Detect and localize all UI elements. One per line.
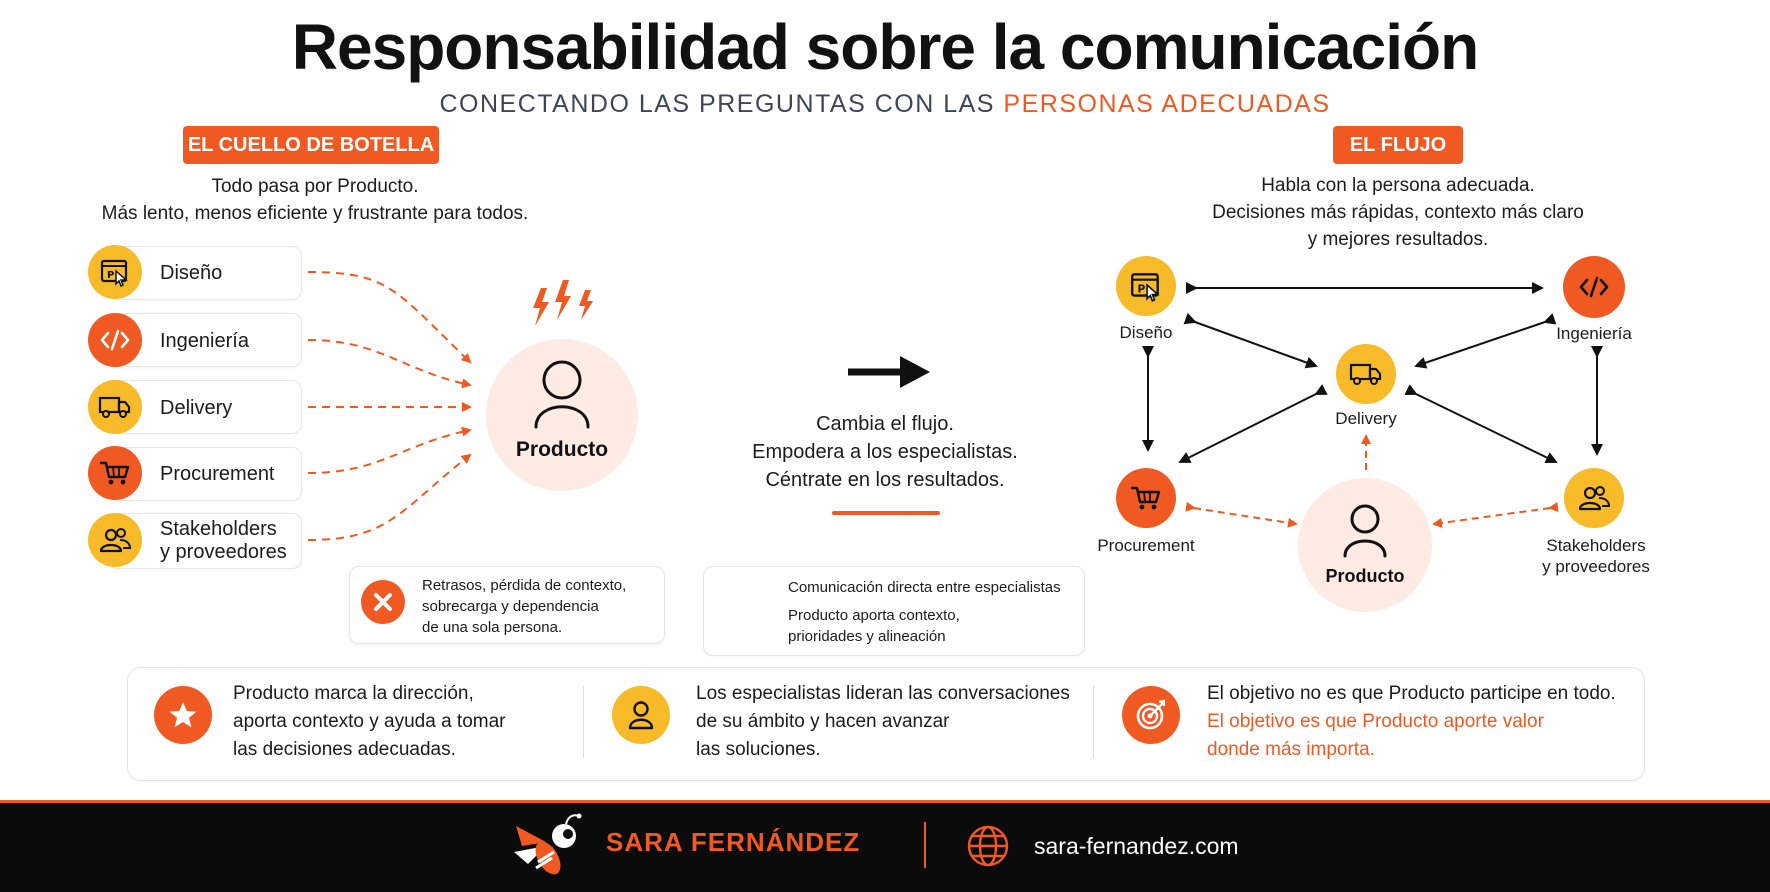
svg-text:P: P [1137,282,1146,296]
flow-node-delivery-label: Delivery [1335,409,1397,428]
spark-icon [533,280,593,326]
flow-node-ingenieria-label: Ingeniería [1556,324,1632,343]
flow-node-producto [1298,478,1432,612]
summary-col3-text [1207,680,1616,764]
left-item-ingenieria-label: Ingeniería [160,330,249,352]
bottleneck-tag: EL CUELLO DE BOTELLA [183,126,439,164]
subtitle-highlight: PERSONAS ADECUADAS [1003,90,1331,118]
footer-website-link[interactable]: sara-fernandez.com [1034,833,1239,859]
summary-col2-line3: las soluciones. [696,739,821,760]
flow-node-procurement-label: Procurement [1097,536,1195,555]
summary-col1-line2: aporta contexto y ayuda a tomar [233,711,506,732]
globe-icon [966,824,1010,868]
bottleneck-desc-line2: Más lento, menos eficiente y frustrante para todos. [101,203,529,224]
legend-dashed-line2: prioridades y alineación [788,628,946,645]
flow-desc-line3: y mejores resultados. [1307,229,1489,250]
legend-dashed-line1: Producto aporta contexto, [788,607,960,624]
flow-node-stakeholders-label [1524,535,1668,577]
footer-author-name: SARA FERNÁNDEZ [606,827,861,857]
bee-logo-icon [508,806,592,882]
flow-stakeholders-line2: y proveedores [1542,557,1650,576]
flow-stakeholders-line1: Stakeholders [1546,536,1646,555]
left-item-procurement-label: Procurement [160,463,275,485]
flow-node-delivery-icon [1336,344,1396,404]
problem-line3: de una sola persona. [422,619,563,636]
footer [0,800,1770,892]
flow-desc-line1: Habla con la persona adecuada. [1261,175,1535,196]
close-icon [361,580,405,624]
summary-col3-line2: El objetivo es que Producto aporte valor [1207,711,1544,732]
product-hub-label: Producto [515,438,609,461]
summary-divider-2 [1093,686,1094,758]
flow-node-producto-label: Producto [1325,566,1405,586]
flow-node-stakeholders-icon [1564,468,1624,528]
stakeholders-label-line2: y proveedores [160,541,287,563]
flow-person-icon [1335,500,1395,564]
user-icon [612,686,670,744]
transform-arrow-icon [848,356,930,388]
summary-col2-text [696,680,1070,764]
legend-dashed-label [788,605,960,647]
page-title: Responsabilidad sobre la comunicación [291,11,1479,83]
subtitle-text: CONECTANDO LAS PREGUNTAS CON LAS [439,90,995,118]
middle-line1: Cambia el flujo. [816,413,954,435]
summary-divider-1 [583,686,584,758]
left-item-diseno-label: Diseño [160,262,223,284]
summary-col1-line1: Producto marca la dirección, [233,683,474,704]
star-icon [154,686,212,744]
middle-line2: Empodera a los especialistas. [752,441,1018,463]
left-item-delivery-label: Delivery [160,397,233,419]
problem-text [422,575,626,638]
summary-col1-text [233,680,506,764]
summary-col3-line3: donde más importa. [1207,739,1375,760]
bottleneck-desc-line1: Todo pasa por Producto. [211,176,419,197]
flow-node-procurement-icon [1116,468,1176,528]
flow-desc-line2: Decisiones más rápidas, contexto más claro [1212,202,1584,223]
summary-col3-line1: El objetivo no es que Producto participe en todo. [1207,683,1616,704]
problem-line1: Retrasos, pérdida de contexto, [422,577,627,594]
flow-tag: EL FLUJO [1333,126,1463,164]
footer-divider [924,822,926,868]
stakeholders-label-line1: Stakeholders [160,518,277,540]
problem-line2: sobrecarga y dependencia [422,598,599,615]
summary-col1-line3: las decisiones adecuadas. [233,739,456,760]
flow-node-diseno-icon [1116,256,1176,316]
flow-description [1160,172,1636,253]
middle-line3: Céntrate en los resultados. [765,469,1005,491]
flow-node-ingenieria-icon [1563,256,1625,318]
target-icon [1122,686,1180,744]
legend-solid-label: Comunicación directa entre especialistas [788,579,1061,596]
svg-text:P: P [107,270,115,281]
flow-node-diseno-label: Diseño [1119,323,1173,342]
summary-col2-line2: de su ámbito y hacen avanzar [696,711,950,732]
summary-col2-line1: Los especialistas lideran las conversaciones [696,683,1070,704]
middle-message [730,410,1040,494]
